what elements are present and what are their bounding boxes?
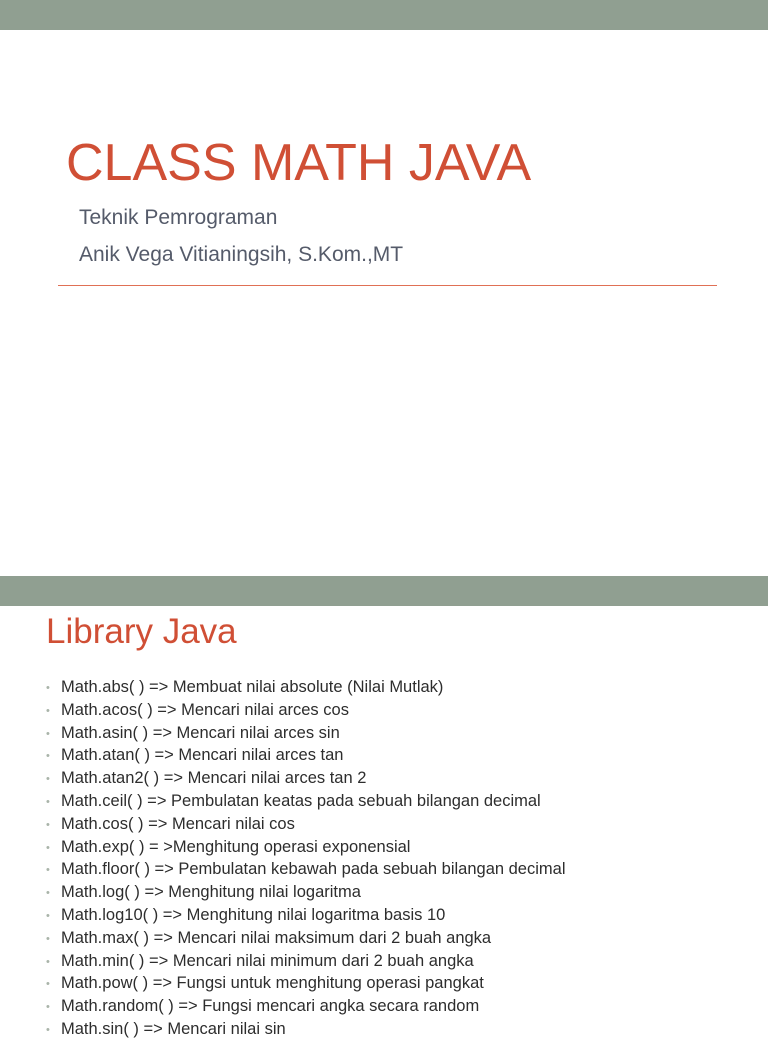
bullet-icon: • <box>46 795 50 808</box>
bullet-icon: • <box>46 773 50 786</box>
slide-header-band <box>0 576 768 606</box>
bullet-icon: • <box>46 978 50 991</box>
list-item <box>46 973 566 996</box>
subtitle-course: Teknik Pemrograman <box>79 206 278 229</box>
list-item <box>46 882 566 905</box>
list-item-text: Math.atan2( ) => Mencari nilai arces tan 2 <box>61 769 367 788</box>
method-list <box>46 677 566 1042</box>
bullet-icon: • <box>46 727 50 740</box>
list-item-text: Math.asin( ) => Mencari nilai arces sin <box>61 723 340 742</box>
list-item <box>46 700 566 723</box>
list-item-text: Math.ceil( ) => Pembulatan keatas pada sebuah bilangan decimal <box>61 791 541 810</box>
content-slide <box>0 576 768 1038</box>
bullet-icon: • <box>46 1023 50 1036</box>
list-item <box>46 814 566 837</box>
list-item-text: Math.acos( ) => Mencari nilai arces cos <box>61 700 349 719</box>
list-item-text: Math.log10( ) => Menghitung nilai logaritma basis 10 <box>61 905 446 924</box>
list-item <box>46 951 566 974</box>
bullet-icon: • <box>46 704 50 717</box>
list-item-text: Math.sin( ) => Mencari nilai sin <box>61 1019 286 1038</box>
bullet-icon: • <box>46 909 50 922</box>
list-item-text: Math.atan( ) => Mencari nilai arces tan <box>61 746 344 765</box>
list-item-text: Math.log( ) => Menghitung nilai logaritma <box>61 883 361 902</box>
list-item-text: Math.pow( ) => Fungsi untuk menghitung operasi pangkat <box>61 974 484 993</box>
list-item <box>46 837 566 860</box>
bullet-icon: • <box>46 864 50 877</box>
list-item <box>46 723 566 746</box>
list-item <box>46 791 566 814</box>
slide-heading: Library Java <box>46 612 237 651</box>
bullet-icon: • <box>46 932 50 945</box>
list-item-text: Math.max( ) => Mencari nilai maksimum dari 2 buah angka <box>61 928 492 947</box>
list-item <box>46 677 566 700</box>
list-item-text: Math.abs( ) => Membuat nilai absolute (Nilai Mutlak) <box>61 678 444 696</box>
list-item-text: Math.min( ) => Mencari nilai minimum dari 2 buah angka <box>61 951 474 970</box>
list-item <box>46 928 566 951</box>
list-item <box>46 1019 566 1042</box>
list-item-text: Math.cos( ) => Mencari nilai cos <box>61 814 295 833</box>
list-item <box>46 905 566 928</box>
list-item-text: Math.random( ) => Fungsi mencari angka secara random <box>61 997 480 1016</box>
list-item-text: Math.floor( ) => Pembulatan kebawah pada sebuah bilangan decimal <box>61 860 566 879</box>
list-item <box>46 745 566 768</box>
slide-header-band <box>0 0 768 30</box>
title-divider <box>58 285 717 286</box>
slide-title: CLASS MATH JAVA <box>66 134 532 192</box>
list-item <box>46 996 566 1019</box>
bullet-icon: • <box>46 682 50 694</box>
bullet-icon: • <box>46 887 50 900</box>
bullet-icon: • <box>46 818 50 831</box>
list-item <box>46 768 566 791</box>
bullet-icon: • <box>46 841 50 854</box>
bullet-icon: • <box>46 955 50 968</box>
list-item-text: Math.exp( ) = >Menghitung operasi exponensial <box>61 837 411 856</box>
bullet-icon: • <box>46 750 50 763</box>
bullet-icon: • <box>46 1001 50 1014</box>
list-item <box>46 859 566 882</box>
subtitle-author: Anik Vega Vitianingsih, S.Kom.,MT <box>79 243 404 266</box>
